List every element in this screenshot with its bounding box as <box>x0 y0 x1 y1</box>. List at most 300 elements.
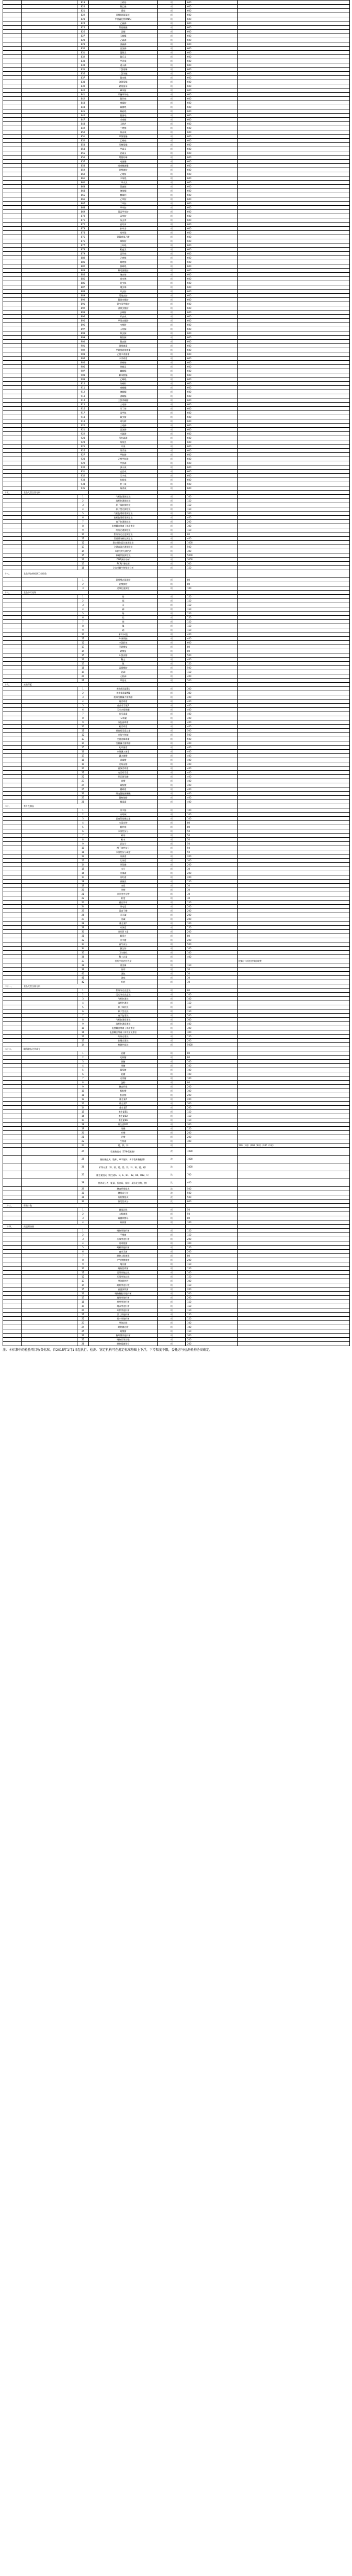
note <box>238 1039 350 1043</box>
row-number: 15 <box>77 867 89 871</box>
price: 150 <box>186 1313 238 1317</box>
price: 100 <box>186 813 238 817</box>
cell-empty <box>3 55 22 59</box>
cell-empty <box>3 1287 22 1292</box>
note <box>238 825 350 829</box>
unit: 项 <box>158 256 186 260</box>
unit: 项 <box>158 390 186 394</box>
price: 150 <box>186 901 238 905</box>
cell-empty <box>22 1275 77 1279</box>
item-name: 过氧化值测定 <box>89 586 158 591</box>
price: 600 <box>186 428 238 432</box>
cell-empty <box>158 491 186 495</box>
cell-empty <box>3 478 22 482</box>
section-number: 二十三、 <box>3 1204 22 1208</box>
table-row <box>3 767 350 771</box>
price: 200 <box>186 520 238 524</box>
item-name: 3-氯丙醇 <box>89 653 158 658</box>
cell-empty <box>22 558 77 562</box>
cell-empty <box>22 942 77 947</box>
price: 600 <box>186 1200 238 1204</box>
cell-empty <box>22 365 77 369</box>
item-name: 肉毒梭菌 <box>89 1241 158 1246</box>
note <box>238 223 350 227</box>
price: 600 <box>186 281 238 285</box>
cell-empty <box>3 1300 22 1304</box>
row-number: 916 <box>77 407 89 411</box>
cell-empty <box>22 181 77 185</box>
item-name: 丙草胺 <box>89 214 158 218</box>
item-name: 气相色谱质谱法 <box>89 1018 158 1022</box>
note <box>238 398 350 403</box>
unit: 项 <box>158 808 186 813</box>
unit: 项 <box>158 716 186 720</box>
unit: 项 <box>158 997 186 1001</box>
cell-empty <box>22 1262 77 1267</box>
table-row <box>3 1089 350 1093</box>
unit: 项 <box>158 281 186 285</box>
cell-empty <box>22 733 77 737</box>
section-number: 十八、 <box>3 591 22 595</box>
price: 1000 <box>186 1156 238 1163</box>
table-row <box>3 670 350 674</box>
cell-empty <box>22 562 77 566</box>
section-title: 眼科食品化学成分 <box>22 1047 89 1051</box>
row-number: 859 <box>77 168 89 172</box>
cell-empty <box>22 377 77 382</box>
unit: 项 <box>158 21 186 26</box>
row-number: 12 <box>77 641 89 645</box>
unit: 项 <box>158 913 186 917</box>
cell-empty <box>238 1204 350 1208</box>
cell-empty <box>3 172 22 176</box>
cell-empty <box>3 273 22 277</box>
row-number: 13 <box>77 737 89 741</box>
cell-empty <box>22 407 77 411</box>
item-name: 滋味 <box>89 976 158 980</box>
table-row <box>3 800 350 804</box>
section-number: 二十四、 <box>3 1225 22 1229</box>
table-row <box>3 1064 350 1068</box>
table-row <box>3 227 350 231</box>
cell-empty <box>3 482 22 486</box>
row-number: 12 <box>77 854 89 859</box>
price: 600 <box>186 411 238 415</box>
cell-empty <box>3 84 22 88</box>
table-row <box>3 482 350 486</box>
price: 400 <box>186 712 238 716</box>
note <box>238 1279 350 1283</box>
note <box>238 1254 350 1258</box>
note <box>238 562 350 566</box>
cell-empty <box>3 461 22 465</box>
table-row <box>3 792 350 796</box>
cell-empty <box>22 386 77 390</box>
note <box>238 854 350 859</box>
row-number: 24 <box>77 783 89 787</box>
unit: 项 <box>158 461 186 465</box>
note <box>238 327 350 331</box>
cell-empty <box>22 47 77 51</box>
price: 600 <box>186 319 238 323</box>
cell-empty <box>22 197 77 202</box>
cell-empty <box>3 72 22 76</box>
table-row <box>3 737 350 741</box>
unit: 项 <box>158 880 186 884</box>
cell-empty <box>3 720 22 725</box>
cell-empty <box>22 285 77 290</box>
note <box>238 1089 350 1093</box>
row-number: 851 <box>77 135 89 139</box>
note <box>238 38 350 42</box>
item-name: 膳食纤维 <box>89 1085 158 1089</box>
table-row <box>3 1179 350 1187</box>
table-row <box>3 369 350 373</box>
unit: 项 <box>158 411 186 415</box>
note <box>238 352 350 357</box>
item-name: 三唑磷 <box>89 424 158 428</box>
cell-empty <box>22 599 77 603</box>
cell-empty <box>22 1313 77 1317</box>
price: 400 <box>186 796 238 800</box>
cell-empty <box>3 1163 22 1171</box>
table-row <box>3 223 350 227</box>
cell-empty <box>3 470 22 474</box>
price: 600 <box>186 373 238 377</box>
unit: 项 <box>158 470 186 474</box>
row-number: 836 <box>77 72 89 76</box>
item-name: 总糖 <box>89 1051 158 1056</box>
table-row <box>3 344 350 348</box>
unit: 项 <box>158 704 186 708</box>
unit: 项 <box>158 699 186 704</box>
price: 600 <box>186 327 238 331</box>
note <box>238 746 350 750</box>
cell-empty <box>3 1005 22 1009</box>
unit: 项 <box>158 34 186 38</box>
unit: 项 <box>158 1106 186 1110</box>
item-name: 辛硫磷 <box>89 432 158 436</box>
unit: 项 <box>158 1143 186 1148</box>
unit: 项 <box>158 658 186 662</box>
unit: 项 <box>158 1258 186 1262</box>
cell-empty <box>22 649 77 653</box>
row-number: 874 <box>77 231 89 235</box>
item-name: 铅 <box>89 595 158 599</box>
cell-empty <box>22 235 77 239</box>
note <box>238 582 350 586</box>
cell-empty <box>3 1317 22 1321</box>
cell-empty <box>22 520 77 524</box>
cell-empty <box>3 474 22 478</box>
row-number: 828 <box>77 38 89 42</box>
cell-empty <box>22 976 77 980</box>
cell-empty <box>22 1072 77 1076</box>
price: 600 <box>186 9 238 13</box>
row-number: 889 <box>77 294 89 298</box>
item-name: 原子荧光测定法 <box>89 507 158 512</box>
table-row <box>3 976 350 980</box>
unit: 项 <box>158 243 186 248</box>
cell-empty <box>3 1321 22 1325</box>
row-number: 21 <box>77 1135 89 1139</box>
cell-empty <box>22 63 77 68</box>
table-row <box>3 507 350 512</box>
table-row <box>3 1300 350 1304</box>
table-row <box>3 607 350 612</box>
item-name: 水分 <box>89 867 158 871</box>
row-number: 14 <box>77 1106 89 1110</box>
row-number: 910 <box>77 382 89 386</box>
row-number: 884 <box>77 273 89 277</box>
item-name: 咖啡碱 <box>89 813 158 817</box>
unit: 项 <box>158 1005 186 1009</box>
item-name: 莠去津 <box>89 218 158 223</box>
row-number: 6 <box>77 1009 89 1014</box>
unit: 项 <box>158 599 186 603</box>
unit: 项 <box>158 507 186 512</box>
row-number: 878 <box>77 248 89 252</box>
table-row <box>3 210 350 214</box>
row-number: 895 <box>77 319 89 323</box>
cell-empty <box>3 1329 22 1334</box>
price: 50 <box>186 1212 238 1216</box>
price: 150 <box>186 1304 238 1308</box>
unit: 项 <box>158 88 186 93</box>
price: 600 <box>186 88 238 93</box>
cell-empty <box>22 5 77 9</box>
row-number: 5 <box>77 1246 89 1250</box>
price: 600 <box>186 55 238 59</box>
cell-empty <box>22 1334 77 1338</box>
note <box>238 955 350 959</box>
cell-empty <box>22 938 77 942</box>
item-name: 麦角甾醇 <box>89 762 158 767</box>
cell-empty <box>3 239 22 243</box>
table-row <box>3 348 350 352</box>
price: 100 <box>186 1271 238 1275</box>
table-row <box>3 298 350 302</box>
note <box>238 620 350 624</box>
note <box>238 524 350 528</box>
price: 500 <box>186 679 238 683</box>
table-row <box>3 1127 350 1131</box>
note <box>238 980 350 984</box>
price: 600 <box>186 369 238 373</box>
note <box>238 377 350 382</box>
row-number: 914 <box>77 398 89 403</box>
price: 600 <box>186 348 238 352</box>
price: 200 <box>186 1097 238 1102</box>
note <box>238 252 350 256</box>
item-name: 霉菌和酵母 <box>89 1216 158 1220</box>
price: 150 <box>186 1229 238 1233</box>
cell-empty <box>3 1254 22 1258</box>
item-name: 耐热大肠菌群 <box>89 1254 158 1258</box>
price: 150 <box>186 662 238 666</box>
price: 1000 <box>186 1148 238 1156</box>
item-name: 蔗糖 <box>89 1060 158 1064</box>
cell-empty <box>3 1085 22 1089</box>
price: 600 <box>186 151 238 156</box>
row-number: 20 <box>77 1131 89 1135</box>
row-number: 897 <box>77 327 89 331</box>
unit: 项 <box>158 223 186 227</box>
item-name: 雪腐镰刀菌烯醇 <box>89 741 158 746</box>
note <box>238 813 350 817</box>
item-name: 烟酸 <box>89 1127 158 1131</box>
row-number: 20 <box>77 767 89 771</box>
unit: 项 <box>158 1321 186 1325</box>
cell-empty <box>3 210 22 214</box>
cell-empty <box>22 541 77 545</box>
cell-empty <box>3 1308 22 1313</box>
row-number: 896 <box>77 323 89 327</box>
unit: 项 <box>158 1022 186 1026</box>
unit: 项 <box>158 172 186 176</box>
unit: 项 <box>158 105 186 109</box>
note <box>238 1304 350 1308</box>
row-number: 4 <box>77 507 89 512</box>
row-number: 1 <box>77 1051 89 1056</box>
price: 600 <box>186 139 238 143</box>
unit: 项 <box>158 143 186 147</box>
item-name: 麦芽糖 <box>89 1076 158 1081</box>
section-title: 霉菌计数 <box>22 1204 89 1208</box>
cell-empty <box>3 176 22 181</box>
item-name: 脂环酸芽孢杆菌 <box>89 1334 158 1338</box>
unit: 项 <box>158 867 186 871</box>
item-name: 糖组成分析 <box>89 1191 158 1195</box>
cell-empty <box>22 193 77 197</box>
unit: 项 <box>158 951 186 955</box>
cell-empty <box>3 1233 22 1237</box>
item-name: 氟铃脲 <box>89 336 158 340</box>
note <box>238 428 350 432</box>
table-row <box>3 997 350 1001</box>
price: 600 <box>186 290 238 294</box>
unit: 项 <box>158 741 186 746</box>
note <box>238 880 350 884</box>
cell-empty <box>22 905 77 909</box>
row-number: 7 <box>77 1254 89 1258</box>
unit: 项 <box>158 436 186 440</box>
note <box>238 310 350 315</box>
note <box>238 315 350 319</box>
item-name: 脂肪酸组成（饱和、单不饱和、多不饱和脂肪酸） <box>89 1156 158 1163</box>
cell-empty <box>3 189 22 193</box>
price: 400 <box>186 750 238 754</box>
table-row <box>3 382 350 386</box>
note <box>238 1287 350 1292</box>
price: 80 <box>186 1254 238 1258</box>
cell-empty <box>22 955 77 959</box>
price: 30 <box>186 972 238 976</box>
row-number: 30 <box>77 930 89 934</box>
table-row <box>3 825 350 829</box>
cell-empty <box>22 1135 77 1139</box>
table-row <box>3 394 350 398</box>
cell-empty <box>3 80 22 84</box>
row-number: 825 <box>77 26 89 30</box>
unit: 项 <box>158 1262 186 1267</box>
item-name: 粗纤维 <box>89 825 158 829</box>
table-row <box>3 38 350 42</box>
item-name: 厌氧芽孢杆菌 <box>89 1237 158 1241</box>
cell-empty <box>3 725 22 729</box>
item-name: 多杀霉素 <box>89 357 158 361</box>
row-number: 824 <box>77 21 89 26</box>
cell-empty <box>22 917 77 921</box>
row-number: 838 <box>77 80 89 84</box>
price: 600 <box>186 235 238 239</box>
unit: 项 <box>158 708 186 712</box>
cell-empty <box>3 712 22 716</box>
table-row <box>3 26 350 30</box>
unit: 项 <box>158 754 186 758</box>
note <box>238 59 350 63</box>
price: 100 <box>186 993 238 997</box>
item-name: 外形 <box>89 968 158 972</box>
cell-empty <box>22 369 77 373</box>
cell-empty <box>3 193 22 197</box>
cell-empty <box>22 1039 77 1043</box>
item-name: 枯草芽孢杆菌 <box>89 1300 158 1304</box>
cell-empty <box>22 306 77 310</box>
note <box>238 599 350 603</box>
cell-empty <box>3 306 22 310</box>
cell-empty <box>3 620 22 624</box>
row-number: 12 <box>77 1275 89 1279</box>
unit: 项 <box>158 248 186 252</box>
price: 600 <box>186 302 238 306</box>
unit: 项 <box>158 934 186 938</box>
table-row <box>3 838 350 842</box>
unit: 项 <box>158 875 186 880</box>
note <box>238 290 350 294</box>
note <box>238 336 350 340</box>
unit: 项 <box>158 1035 186 1039</box>
row-number: 18 <box>77 566 89 570</box>
table-row <box>3 1262 350 1267</box>
item-name: 腐霉利 <box>89 193 158 197</box>
note <box>238 419 350 424</box>
cell-empty <box>3 1068 22 1072</box>
note <box>238 415 350 419</box>
unit: 项 <box>158 168 186 172</box>
price: 600 <box>186 176 238 181</box>
cell-empty <box>22 921 77 926</box>
item-name: 茶多糖 <box>89 938 158 942</box>
cell-empty <box>3 260 22 264</box>
row-number: 932 <box>77 474 89 478</box>
item-name: 电感耦合等离子体质谱法 <box>89 1026 158 1030</box>
cell-empty <box>186 591 238 595</box>
cell-empty <box>22 792 77 796</box>
unit: 项 <box>158 394 186 398</box>
table-row <box>3 909 350 913</box>
row-number: 924 <box>77 440 89 445</box>
row-number: 847 <box>77 118 89 122</box>
price: 300 <box>186 1102 238 1106</box>
note <box>238 1060 350 1064</box>
table-row <box>3 972 350 976</box>
note <box>238 921 350 926</box>
cell-empty <box>22 901 77 905</box>
unit: 项 <box>158 733 186 737</box>
unit: 项 <box>158 1237 186 1241</box>
unit: 项 <box>158 896 186 901</box>
